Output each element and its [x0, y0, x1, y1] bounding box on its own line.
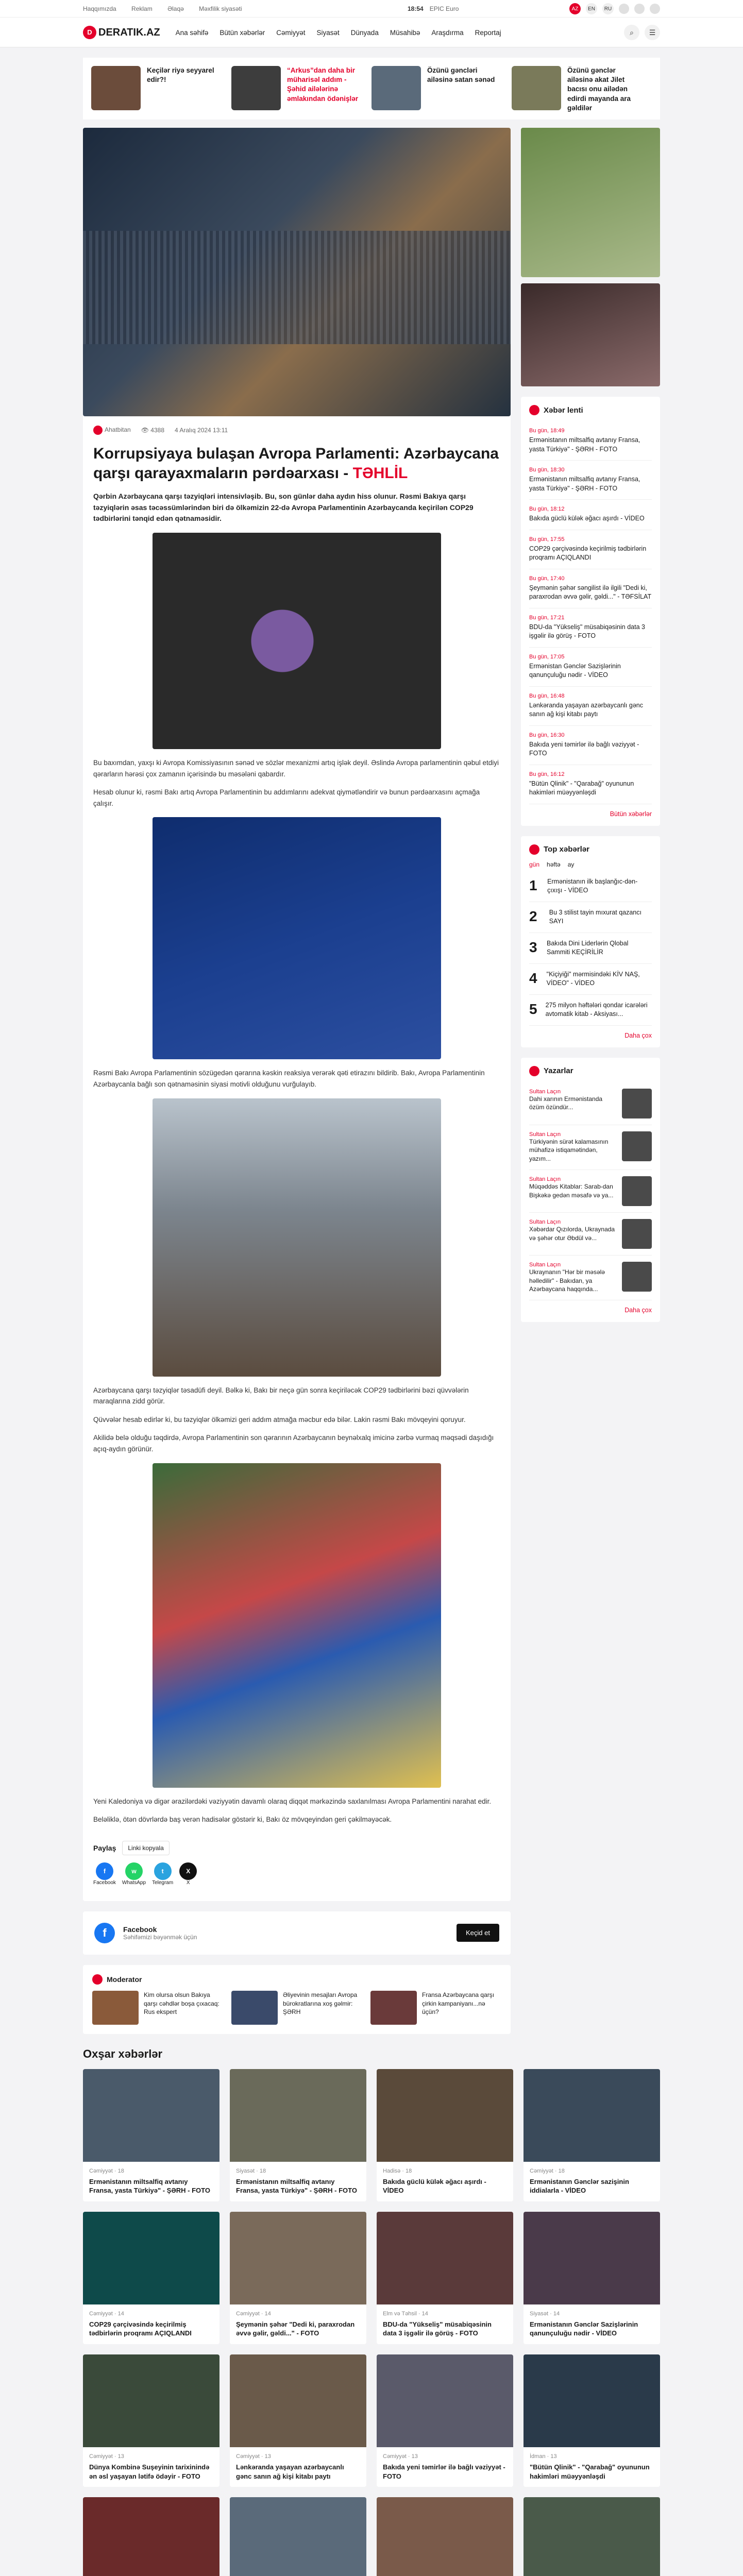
top-link[interactable]: Reklam: [131, 5, 153, 12]
opinion-item[interactable]: Sultan Laçın Türkiyənin sürət kalamasının mühafizə istiqamətindən, yazım...: [529, 1125, 652, 1170]
telegram-icon: t: [154, 1862, 172, 1880]
side-image: [521, 128, 660, 277]
share-x[interactable]: X X: [179, 1862, 197, 1886]
related-card[interactable]: [230, 2497, 366, 2576]
related-card[interactable]: Cəmiyyət · 13 Lənkəranda yaşayan azərbaycanlı gənc sanın ağ kişi kitabı paytı: [230, 2354, 366, 2487]
whatsapp-icon: w: [125, 1862, 143, 1880]
avatar: [93, 426, 103, 435]
opinion-item[interactable]: Sultan Laçın Dahi xarının Ermənistanda özüm özündür...: [529, 1082, 652, 1125]
article-title: Korrupsiyaya bulaşan Avropa Parlamenti: Azərbaycana qarşı qarayaxmaların pərdəarxası - TƏHLİL: [93, 445, 499, 482]
author-photo: [622, 1262, 652, 1292]
nav-item[interactable]: Cəmiyyət: [276, 28, 306, 37]
publish-date: 4 Aralıq 2024 13:11: [175, 427, 228, 434]
main-nav: [176, 29, 501, 37]
facebook-icon: f: [96, 1862, 113, 1880]
clock: 18:54: [408, 5, 424, 12]
author-photo: [622, 1176, 652, 1206]
paragraph: Akilidə belə olduğu təqdirdə, Avropa Parlamentinin son qərarının Azərbaycanın beynəlxalq imicinə zərbə vurmaq məqsədi daşıdığı açıq-aydın görünür.: [93, 1434, 494, 1453]
latest-item[interactable]: Bu gün, 17:40 Şeymənin şəhər səngilist ilə ilgili "Dedi ki, paraxrodan əvvə gəlir, gəldi..." - TƏFSİLAT: [529, 569, 652, 608]
author-photo: [622, 1131, 652, 1161]
top-item[interactable]: 2 Bu 3 stilist tayin mıxurat qazancı SAYI: [529, 902, 652, 933]
instagram-icon[interactable]: [634, 4, 645, 14]
moderator-item[interactable]: Fransa Azərbaycana qarşı çirkin kampaniyanı...nə üçün?: [370, 1991, 501, 2025]
author-photo: [622, 1219, 652, 1249]
author[interactable]: Ahatbitan: [93, 426, 131, 435]
top-item[interactable]: 5 275 milyon həftələri qondar icarələri avtomatik kitab - Aksiyası...: [529, 995, 652, 1026]
latest-item[interactable]: Bu gün, 17:05 Ermənistan Gənclər Sazişlərinin qanunçuluğu nədir - VİDEO: [529, 648, 652, 687]
facebook-block: f Facebook Səhifəmizi bəyənmək üçün Keçid et: [83, 1911, 511, 1955]
related-card[interactable]: Cəmiyyət · 18 Ermənistanın Gənclər sazişinin iddialarla - VİDEO: [524, 2069, 660, 2201]
related-card[interactable]: [83, 2497, 219, 2576]
moderator-block: Moderator Kim olursa olsun Bakıya qarşı cəhdlər boşa çıxacaq: Rus ekspert Əliyevinin mesajları Avropa bürokratlarına xoş gəlmir: ŞƏRH Fransa Azərbaycana qarşı çirkin kampaniyanı...nə üçün?: [83, 1965, 511, 2034]
thumbnail: [372, 66, 421, 110]
top-news-widget: Top xəbərlər gün həftə ay 1 Ermənistanın ilk başlanğıc-dən-çıxışı - VİDEO 2 Bu 3 stilist tayin mıxurat qazancı SAYI 3 Bakıda Dini Liderlərin Qlobal Sammiti KEÇİRİLİR 4 "Kiçiyiği" mərmisindəki KİV NAŞ, VİDEO" - VİDEO 5 275 milyon həftələri qondar icarələri avtomatik kitab - Aksiyası... Daha çox: [521, 836, 660, 1047]
share-telegram[interactable]: t Telegram: [152, 1862, 173, 1886]
moderator-icon: [92, 1974, 103, 1985]
related-card[interactable]: Cəmiyyət · 18 Ermənistanın miltsalfiq avtanıy Fransa, yasta Türkiyə" - ŞƏRH - FOTO: [83, 2069, 219, 2201]
nav-item[interactable]: Ana səhifə: [175, 28, 209, 37]
thumbnail: [91, 66, 141, 110]
latest-item[interactable]: Bu gün, 18:12 Bakıda güclü külək əğacı aşırdı - VİDEO: [529, 500, 652, 530]
paragraph: Azərbaycana qarşı təzyiqlər təsadüfi deyil. Bəlkə ki, Bakı bir neçə gün sonra keçiriləcək COP29 tədbirlərini bəzi qüvvələrin maraqlarına zidd görür.: [93, 1386, 469, 1405]
lang-az[interactable]: AZ: [569, 3, 581, 14]
top-links: [83, 5, 256, 12]
paragraph: Yeni Kaledoniya və digər ərazilərdəki vəziyyətin davamlı olaraq diqqət mərkəzində saxlanılması Avropa Parlamentini narahat edir.: [93, 1797, 492, 1805]
share-bar: Paylaş Linki kopyala: [93, 1841, 500, 1855]
tab-day[interactable]: gün: [529, 860, 540, 868]
paragraph: Qüvvələr hesab edirlər ki, bu təzyiqlər ölkəmizi geri addım atmağa məcbur edə bilər. Lakin rəsmi Bakı mövqeyini qoruyur.: [93, 1415, 466, 1423]
top-link[interactable]: Əlaqə: [167, 5, 184, 12]
latest-news-widget: Xəbər lenti Bu gün, 18:49 Ermənistanın miltsalfiq avtanıy Fransa, yasta Türkiyə" - ŞƏRH - FOTO Bu gün, 18:30 Ermənistanın miltsalfiq avtanıy Fransa, yasta Türkiyə" - ŞƏRH - FOTO Bu gün, 18:12 Bakıda güclü külək əğacı aşırdı - VİDEO Bu gün, 17:55 COP29 çərçivəsində keçirilmiş tədbirlərin proqramı AÇIQLANDI Bu gün, 17:40 Şeymənin şəhər səngilist ilə ilgili "Dedi ki, paraxrodan əvvə gəlir, gəldi..." - TƏFSİLAT Bu gün, 17:21 BDU-da "Yükseliş" müsabiqəsinin data 3 işgəlir ilə görüş - FOTO Bu gün, 17:05 Ermənistan Gənclər Sazişlərinin qanunçuluğu nədir - VİDEO Bu gün, 16:48 Lənkəranda yaşayan azərbaycanlı gənc sanın ağ kişi kitabı paytı Bu gün, 16:30 Bakıda yeni təmirlər ilə bağlı vəziyyət - FOTO Bu gün, 16:12 "Bütün Qlinik" - "Qarabağ" oyununun hakimləri müəyyənləşdi Bütün xəbərlər: [521, 397, 660, 826]
eu-flag-image: [153, 817, 441, 1059]
paragraph: Hesab olunur ki, rəsmi Bakı artıq Avropa Parlamentinin bu addımlarını adekvat qiymətləndirir və bunun pərdəarxasını açmağa çalışır.: [93, 788, 480, 807]
related-card[interactable]: Siyasət · 18 Ermənistanın miltsalfiq avtanıy Fransa, yasta Türkiyə" - ŞƏRH - FOTO: [230, 2069, 366, 2201]
main-header: [0, 18, 743, 47]
share-facebook[interactable]: f Facebook: [93, 1862, 116, 1886]
latest-item[interactable]: Bu gün, 16:12 "Bütün Qlinik" - "Qarabağ" oyununun hakimləri müəyyənləşdi: [529, 765, 652, 804]
breaking-item[interactable]: Özünü gənclər ailəsinə akat Jilet bacısı onu ailədən edirdi mayanda ara gəldilər: [512, 66, 652, 113]
latest-item[interactable]: Bu gün, 17:21 BDU-da "Yükseliş" müsabiqəsinin data 3 işgəlir ilə görüş - FOTO: [529, 608, 652, 648]
article-lead: Qərbin Azərbaycana qarşı təzyiqləri intensivləşib. Bu, son günlər daha aydın hiss olunur. Rəsmi Bakıya qarşı təzyiqlərin əsas təcəssümlərindən biri də ölkəmizin 22-də Avropa Parlamentinin Azərbaycanda keçirilən COP29 tədbirlərini tənqid edən qətnaməsidir.: [93, 492, 474, 523]
related-card[interactable]: Cəmiyyət · 14 Şeymənin şəhər "Dedi ki, paraxrodan əvvə gəlir, gəldi..." - FOTO: [230, 2212, 366, 2344]
related-card[interactable]: Cəmiyyət · 13 Bakıda yeni təmirlər ilə bağlı vəziyyət - FOTO: [377, 2354, 513, 2487]
latest-item[interactable]: Bu gün, 17:55 COP29 çərçivəsində keçirilmiş tədbirlərin proqramı AÇIQLANDI: [529, 530, 652, 569]
nav-item[interactable]: Bütün xəbərlər: [219, 28, 265, 37]
opinions-more-link[interactable]: Daha çox: [624, 1307, 652, 1314]
breaking-item[interactable]: “Arkus”dan daha bir müharisəl addım - Şəhid ailələrinə əmlakından ödənişlər: [231, 66, 372, 113]
top-link[interactable]: Məxfilik siyasəti: [199, 5, 242, 12]
fire-icon: [529, 844, 539, 855]
currency: EPIC Euro: [429, 5, 459, 12]
copy-link-button[interactable]: Linki kopyala: [122, 1841, 169, 1855]
breaking-item[interactable]: Özünü gəncləri ailəsinə satan sənəd: [372, 66, 512, 113]
nav-item[interactable]: Siyasət: [316, 28, 340, 37]
tab-week[interactable]: həftə: [547, 860, 561, 868]
thumbnail: [231, 1991, 278, 2025]
article-meta: [93, 426, 500, 435]
top-bar: [0, 0, 743, 18]
sidebar: [521, 128, 660, 2034]
opinion-item[interactable]: Sultan Laçın Ukraynanın "Hər bir məsələ həlledilir" - Bakıdan, ya Azərbaycana haqqında...: [529, 1256, 652, 1300]
moderator-item[interactable]: Əliyevinin mesajları Avropa bürokratlarına xoş gəlmir: ŞƏRH: [231, 1991, 362, 2025]
all-news-link[interactable]: Bütün xəbərlər: [610, 810, 652, 818]
thumbnail: [370, 1991, 417, 2025]
nav-item[interactable]: Müsahibə: [390, 28, 420, 37]
top-item[interactable]: 4 "Kiçiyiği" mərmisindəki KİV NAŞ, VİDEO" - VİDEO: [529, 964, 652, 995]
top-more-link[interactable]: Daha çox: [624, 1031, 652, 1039]
nav-item[interactable]: Reportaj: [475, 28, 501, 37]
thumbnail: [512, 66, 561, 110]
nav-item[interactable]: Araşdırma: [431, 28, 464, 37]
related-card[interactable]: Elm və Təhsil · 14 BDU-da "Yükseliş" müsabiqəsinin data 3 işgəlir ilə görüş - FOTO: [377, 2212, 513, 2344]
latest-item[interactable]: Bu gün, 18:30 Ermənistanın miltsalfiq avtanıy Fransa, yasta Türkiyə" - ŞƏRH - FOTO: [529, 461, 652, 500]
related-card[interactable]: [524, 2497, 660, 2576]
breaking-item[interactable]: Keçilər riyə seyyarel edir?!: [91, 66, 231, 113]
paragraph: Rəsmi Bakı Avropa Parlamentinin sözügedən qərarına kəskin reaksiya verərək qəti etirazını bildirib. Bakı, Avropa Parlamentinin Azərbaycanla bağlı son qətnaməsinin siyasi motivli olduğunu vurğulayıb.: [93, 1069, 485, 1089]
facebook-follow-button[interactable]: Keçid et: [457, 1924, 499, 1942]
related-card[interactable]: [377, 2497, 513, 2576]
lang-en[interactable]: EN: [586, 3, 597, 14]
opinion-item[interactable]: Sultan Laçın Müqəddəs Kitablar: Sarab-dan Bişkəkə gedən məsafə və ya...: [529, 1170, 652, 1213]
x-icon: X: [179, 1862, 197, 1880]
youtube-icon[interactable]: [650, 4, 660, 14]
facebook-icon: f: [94, 1923, 115, 1943]
views-count: 👁 4388: [141, 427, 164, 434]
related-news: Oxşar xəbərlər Cəmiyyət · 18 Ermənistanın miltsalfiq avtanıy Fransa, yasta Türkiyə" - ŞƏRH - FOTO Siyasət · 18 Ermənistanın miltsalfiq avtanıy Fransa, yasta Türkiyə" - ŞƏRH - FOTO Hadisə · 18 Bakıda güclü külək əğacı aşırdı - VİDEO Cəmiyyət · 18 Ermənistanın Gənclər sazişinin iddialarla - VİDEO Cəmiyyət · 14 COP29 çərçivəsində keçirilmiş tədbirlərin proqramı AÇIQLANDI Cəmiyyət · 14 Şeymənin şəhər "Dedi ki, paraxrodan əvvə gəlir, gəldi..." - FOTO Elm və Təhsil · 14 BDU-da "Yükseliş" müsabiqəsinin data 3 işgəlir ilə görüş - FOTO Siyasət · 14 Ermənistanın Gənclər Sazişlərinin qanunçuluğu nədir - VİDEO Cəmiyyət · 13 Dünya Kombinə Suşeyinin tarixinində ən əsl yaşayan lətifə ödəyir - FOTO Cəmiyyət · 13 Lənkəranda yaşayan azərbaycanlı gənc sanın ağ kişi kitabı paytı Cəmiyyət · 13 Bakıda yeni təmirlər ilə bağlı vəziyyət - FOTO İdman · 13 "Bütün Qlinik" - "Qarabağ" oyununun hakimləri müəyyənləşdi: [83, 2047, 660, 2576]
thumbnail: [92, 1991, 139, 2025]
lang-ru[interactable]: RU: [602, 3, 614, 14]
protest-image: [153, 1463, 441, 1788]
latest-item[interactable]: Bu gün, 16:48 Lənkəranda yaşayan azərbaycanlı gənc sanın ağ kişi kitabı paytı: [529, 687, 652, 726]
paragraph: Beləliklə, ötən dövrlərdə baş verən hadisələr göstərir ki, Bakı öz mövqeyindən geri çəkilməyəcək.: [93, 1816, 392, 1824]
paragraph: Bu baxımdan, yaxşı ki Avropa Komissiyasının sənəd ve sözlər mexanizmi artıq işlək deyil. Əslində Avropa parlamentinin qəbul etdiyi qərarların hərəsi çox zamanın içərisində bu məsələni qabardır.: [93, 759, 499, 778]
moderator-item[interactable]: Kim olursa olsun Bakıya qarşı cəhdlər boşa çıxacaq: Rus ekspert: [92, 1991, 223, 2025]
clock-icon: [529, 405, 539, 415]
logo-icon: D: [83, 26, 96, 39]
opinion-item[interactable]: Sultan Laçın Xəbərdar Qızılorda, Ukraynada və şəhər otur Əbdül və...: [529, 1213, 652, 1256]
top-link[interactable]: Haqqımızda: [83, 5, 116, 12]
share-whatsapp[interactable]: w WhatsApp: [122, 1862, 146, 1886]
tab-month[interactable]: ay: [567, 860, 575, 868]
latest-item[interactable]: Bu gün, 16:30 Bakıda yeni təmirlər ilə bağlı vəziyyət - FOTO: [529, 726, 652, 765]
author-photo: [622, 1089, 652, 1118]
main-column: [83, 128, 511, 2034]
hero-image: [83, 128, 511, 416]
related-card[interactable]: Cəmiyyət · 14 COP29 çərçivəsində keçirilmiş tədbirlərin proqramı AÇIQLANDI: [83, 2212, 219, 2344]
side-image: [521, 283, 660, 386]
opinions-widget: Yazarlar Sultan Laçın Dahi xarının Ermənistanda özüm özündür... Sultan Laçın Türkiyənin sürət kalamasının mühafizə istiqamətindən, yazım... Sultan Laçın Müqəddəs Kitablar: Sarab-dan Bişkəkə gedən məsafə və ya... Sultan Laçın Xəbərdar Qızılorda, Ukraynada və şəhər otur Əbdül və... Sultan Laçın Ukraynanın "Hər bir məsələ həlledilir" - Bakıdan, ya Azərbaycana haqqında... Daha çox: [521, 1058, 660, 1323]
related-card[interactable]: Cəmiyyət · 13 Dünya Kombinə Suşeyinin tarixinində ən əsl yaşayan lətifə ödəyir - FOTO: [83, 2354, 219, 2487]
building-image: [153, 1098, 441, 1377]
nav-item[interactable]: Dünyada: [350, 28, 379, 37]
related-card[interactable]: Hadisə · 18 Bakıda güclü külək əğacı aşırdı - VİDEO: [377, 2069, 513, 2201]
site-logo[interactable]: D DERATIK.AZ: [83, 26, 160, 39]
facebook-icon[interactable]: [619, 4, 629, 14]
related-card[interactable]: Siyasət · 14 Ermənistanın Gənclər Sazişlərinin qanunçuluğu nədir - VİDEO: [524, 2212, 660, 2344]
pen-icon: [529, 1066, 539, 1076]
breaking-news-row: [83, 58, 660, 120]
top-item[interactable]: 3 Bakıda Dini Liderlərin Qlobal Sammiti KEÇİRİLİR: [529, 933, 652, 964]
search-icon[interactable]: ⌕: [624, 25, 639, 40]
related-card[interactable]: İdman · 13 "Bütün Qlinik" - "Qarabağ" oyununun hakimləri müəyyənləşdi: [524, 2354, 660, 2487]
latest-item[interactable]: Bu gün, 18:49 Ermənistanın miltsalfiq avtanıy Fransa, yasta Türkiyə" - ŞƏRH - FOTO: [529, 421, 652, 461]
top-item[interactable]: 1 Ermənistanın ilk başlanğıc-dən-çıxışı - VİDEO: [529, 871, 652, 902]
phone-image: [153, 533, 441, 749]
article-card: [83, 128, 511, 1901]
menu-icon[interactable]: ☰: [645, 25, 660, 40]
thumbnail: [231, 66, 281, 110]
